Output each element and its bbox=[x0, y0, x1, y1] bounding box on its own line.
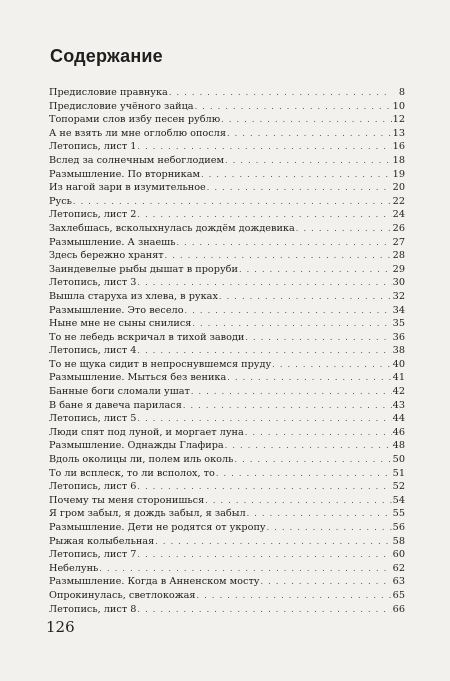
toc-entry-page: 13 bbox=[392, 127, 405, 139]
toc-entry-page: 40 bbox=[392, 358, 405, 370]
toc-entry-page: 30 bbox=[392, 277, 405, 289]
toc-entry-page: 32 bbox=[392, 290, 405, 302]
toc-entry-page: 27 bbox=[392, 236, 405, 248]
toc-leader-dots bbox=[296, 222, 392, 236]
toc-leader-dots bbox=[137, 480, 391, 494]
toc-entry-page: 28 bbox=[392, 250, 405, 262]
toc-entry bbox=[49, 494, 405, 508]
toc-leader-dots bbox=[205, 494, 391, 508]
toc-leader-dots bbox=[191, 385, 392, 399]
toc-entry-title: Размышление. А знаешь bbox=[49, 236, 176, 248]
toc-entry-title: Летопись, лист 5 bbox=[49, 413, 137, 425]
toc-leader-dots bbox=[219, 290, 392, 304]
toc-entry-page: 29 bbox=[392, 263, 405, 275]
toc-entry bbox=[49, 331, 405, 345]
toc-entry bbox=[49, 344, 405, 358]
toc-leader-dots bbox=[195, 100, 392, 114]
toc-leader-dots bbox=[261, 575, 392, 589]
toc-entry bbox=[49, 290, 405, 304]
toc-entry-page: 48 bbox=[392, 440, 405, 452]
toc-entry-page: 46 bbox=[392, 426, 405, 438]
table-of-contents bbox=[49, 86, 405, 616]
toc-leader-dots bbox=[225, 154, 392, 168]
toc-entry bbox=[49, 236, 405, 250]
toc-entry bbox=[49, 371, 405, 385]
toc-entry bbox=[49, 589, 405, 603]
toc-entry-title: Из нагой зари в изумительное bbox=[49, 182, 206, 194]
toc-entry-page: 8 bbox=[398, 87, 405, 98]
toc-leader-dots bbox=[137, 276, 391, 290]
toc-leader-dots bbox=[216, 467, 392, 481]
toc-entry-title: Размышление. Дети не родятся от укропу bbox=[49, 522, 266, 533]
toc-entry bbox=[49, 562, 405, 576]
toc-entry-page: 16 bbox=[392, 141, 405, 153]
toc-leader-dots bbox=[272, 358, 392, 372]
toc-entry-title: Летопись, лист 7 bbox=[49, 549, 137, 561]
page-number: 126 bbox=[46, 618, 75, 636]
toc-entry-title: То ли всплеск, то ли всполох, то bbox=[49, 467, 215, 479]
toc-entry-title: В бане я давеча парилася bbox=[49, 399, 182, 411]
toc-entry-title: Размышление. Мыться без веника bbox=[49, 372, 227, 384]
toc-entry-title: Русь bbox=[49, 195, 72, 207]
toc-entry-page: 35 bbox=[392, 318, 405, 330]
toc-entry-title: Ныне мне не сыны снилися bbox=[49, 318, 192, 330]
toc-entry bbox=[49, 603, 405, 617]
toc-leader-dots bbox=[185, 304, 392, 318]
toc-entry-page: 65 bbox=[392, 589, 405, 601]
toc-leader-dots bbox=[267, 521, 392, 535]
toc-entry-page: 55 bbox=[392, 508, 405, 520]
toc-entry-page: 44 bbox=[392, 413, 405, 425]
toc-entry-page: 54 bbox=[392, 494, 405, 506]
toc-leader-dots bbox=[99, 562, 391, 576]
toc-entry bbox=[49, 521, 405, 535]
toc-entry-title: Здесь бережно хранят bbox=[49, 250, 164, 262]
toc-entry-page: 58 bbox=[392, 535, 405, 547]
toc-leader-dots bbox=[137, 344, 391, 358]
toc-entry-title: Размышление. Это весело bbox=[49, 304, 184, 316]
toc-entry-title: Банные боги сломали ушат bbox=[49, 386, 190, 398]
toc-leader-dots bbox=[176, 236, 391, 250]
toc-leader-dots bbox=[137, 140, 391, 154]
toc-entry bbox=[49, 535, 405, 549]
toc-leader-dots bbox=[247, 507, 392, 521]
toc-entry bbox=[49, 100, 405, 114]
toc-entry bbox=[49, 113, 405, 127]
toc-leader-dots bbox=[227, 371, 391, 385]
toc-entry bbox=[49, 154, 405, 168]
toc-leader-dots bbox=[207, 181, 392, 195]
toc-entry-title: Небелунь bbox=[49, 562, 99, 574]
toc-entry bbox=[49, 426, 405, 440]
toc-leader-dots bbox=[201, 168, 392, 182]
toc-entry-page: 10 bbox=[392, 100, 405, 112]
toc-entry-title: То не лебедь вскричал в тихой заводи bbox=[49, 331, 245, 343]
toc-entry-page: 50 bbox=[392, 454, 405, 466]
toc-entry bbox=[49, 358, 405, 372]
toc-entry-page: 20 bbox=[392, 182, 405, 194]
toc-entry bbox=[49, 208, 405, 222]
toc-entry bbox=[49, 304, 405, 318]
toc-entry bbox=[49, 548, 405, 562]
toc-entry bbox=[49, 412, 405, 426]
toc-entry bbox=[49, 439, 405, 453]
toc-entry bbox=[49, 575, 405, 589]
toc-entry-title: Заиндевелые рыбы дышат в проруби bbox=[49, 263, 238, 275]
toc-entry bbox=[49, 276, 405, 290]
toc-entry bbox=[49, 222, 405, 236]
toc-entry bbox=[49, 385, 405, 399]
toc-entry-page: 63 bbox=[392, 576, 405, 588]
toc-entry-title: Летопись, лист 2 bbox=[49, 209, 137, 221]
toc-entry-title: Топорами слов избу песен рублю bbox=[49, 114, 221, 126]
toc-entry-title: Летопись, лист 3 bbox=[49, 277, 137, 289]
toc-entry bbox=[49, 168, 405, 182]
toc-entry-title: Летопись, лист 4 bbox=[49, 345, 137, 357]
toc-entry bbox=[49, 480, 405, 494]
toc-entry bbox=[49, 181, 405, 195]
toc-entry-page: 41 bbox=[392, 372, 405, 384]
toc-entry-page: 34 bbox=[392, 304, 405, 316]
toc-leader-dots bbox=[165, 249, 392, 263]
toc-entry-page: 26 bbox=[392, 222, 405, 234]
toc-entry-page: 66 bbox=[392, 603, 405, 615]
toc-leader-dots bbox=[239, 263, 392, 277]
page-title: Содержание bbox=[50, 46, 163, 66]
toc-entry-page: 22 bbox=[392, 195, 405, 207]
toc-entry-title: Предисловие правнука bbox=[49, 87, 168, 98]
toc-entry bbox=[49, 263, 405, 277]
toc-leader-dots bbox=[137, 412, 391, 426]
toc-entry-title: Летопись, лист 1 bbox=[49, 141, 137, 153]
toc-entry-title: То не щука сидит в непроснувшемся пруду bbox=[49, 358, 272, 370]
toc-entry bbox=[49, 317, 405, 331]
toc-entry-title: Вышла старуха из хлева, в руках bbox=[49, 290, 218, 302]
toc-entry-page: 42 bbox=[392, 386, 405, 398]
toc-leader-dots bbox=[192, 317, 391, 331]
toc-entry-title: Предисловие учёного зайца bbox=[49, 100, 194, 112]
toc-leader-dots bbox=[73, 195, 392, 209]
toc-entry bbox=[49, 140, 405, 154]
toc-entry bbox=[49, 86, 405, 100]
toc-entry-title: Летопись, лист 6 bbox=[49, 481, 137, 493]
toc-entry-page: 62 bbox=[392, 562, 405, 574]
toc-entry-page: 56 bbox=[392, 522, 405, 533]
toc-entry bbox=[49, 127, 405, 141]
toc-entry-title: Размышление. Когда в Анненском мосту bbox=[49, 576, 260, 588]
toc-entry-title: Рыжая колыбельная bbox=[49, 535, 155, 547]
toc-entry-page: 43 bbox=[392, 399, 405, 411]
toc-entry-page: 38 bbox=[392, 345, 405, 357]
toc-leader-dots bbox=[234, 453, 391, 467]
toc-entry-page: 52 bbox=[392, 481, 405, 493]
toc-entry-title: Я гром забыл, я дождь забыл, я забыл bbox=[49, 508, 246, 520]
toc-leader-dots bbox=[183, 399, 392, 413]
toc-entry-title: Люди спят под луной, и моргает луна bbox=[49, 426, 244, 438]
toc-leader-dots bbox=[137, 208, 391, 222]
toc-entry bbox=[49, 195, 405, 209]
toc-leader-dots bbox=[137, 548, 391, 562]
toc-leader-dots bbox=[245, 331, 391, 345]
toc-entry-page: 19 bbox=[392, 168, 405, 180]
toc-entry bbox=[49, 467, 405, 481]
toc-entry-page: 18 bbox=[392, 154, 405, 166]
toc-entry bbox=[49, 507, 405, 521]
toc-leader-dots bbox=[225, 439, 392, 453]
toc-entry-page: 24 bbox=[392, 209, 405, 221]
toc-entry-title: Почему ты меня сторонишься bbox=[49, 494, 205, 506]
toc-entry-title: Размышление. По вторникам bbox=[49, 168, 201, 180]
toc-entry-title: Вдоль околицы ли, полем иль околь bbox=[49, 454, 234, 466]
toc-entry-title: Летопись, лист 8 bbox=[49, 603, 137, 615]
toc-leader-dots bbox=[137, 603, 391, 617]
toc-leader-dots bbox=[227, 127, 392, 141]
toc-entry-title: Размышление. Однажды Глафира bbox=[49, 440, 224, 452]
toc-entry bbox=[49, 399, 405, 413]
toc-entry-page: 51 bbox=[392, 467, 405, 479]
toc-entry bbox=[49, 249, 405, 263]
toc-leader-dots bbox=[155, 535, 391, 549]
toc-entry-title: Захлебшась, всколыхнулась дождём дождевика bbox=[49, 222, 295, 234]
toc-leader-dots bbox=[197, 589, 392, 603]
toc-entry-page: 36 bbox=[392, 331, 405, 343]
toc-leader-dots bbox=[245, 426, 392, 440]
toc-entry-page: 12 bbox=[392, 114, 405, 126]
toc-leader-dots bbox=[169, 86, 392, 100]
toc-entry-title: А не взять ли мне оглоблю опосля bbox=[49, 127, 226, 139]
toc-entry-title: Вслед за солнечным небоглодием bbox=[49, 154, 225, 166]
toc-leader-dots bbox=[221, 113, 392, 127]
toc-entry-page: 60 bbox=[392, 549, 405, 561]
toc-entry-title: Опрокинулась, светлокожая bbox=[49, 589, 196, 601]
toc-entry bbox=[49, 453, 405, 467]
